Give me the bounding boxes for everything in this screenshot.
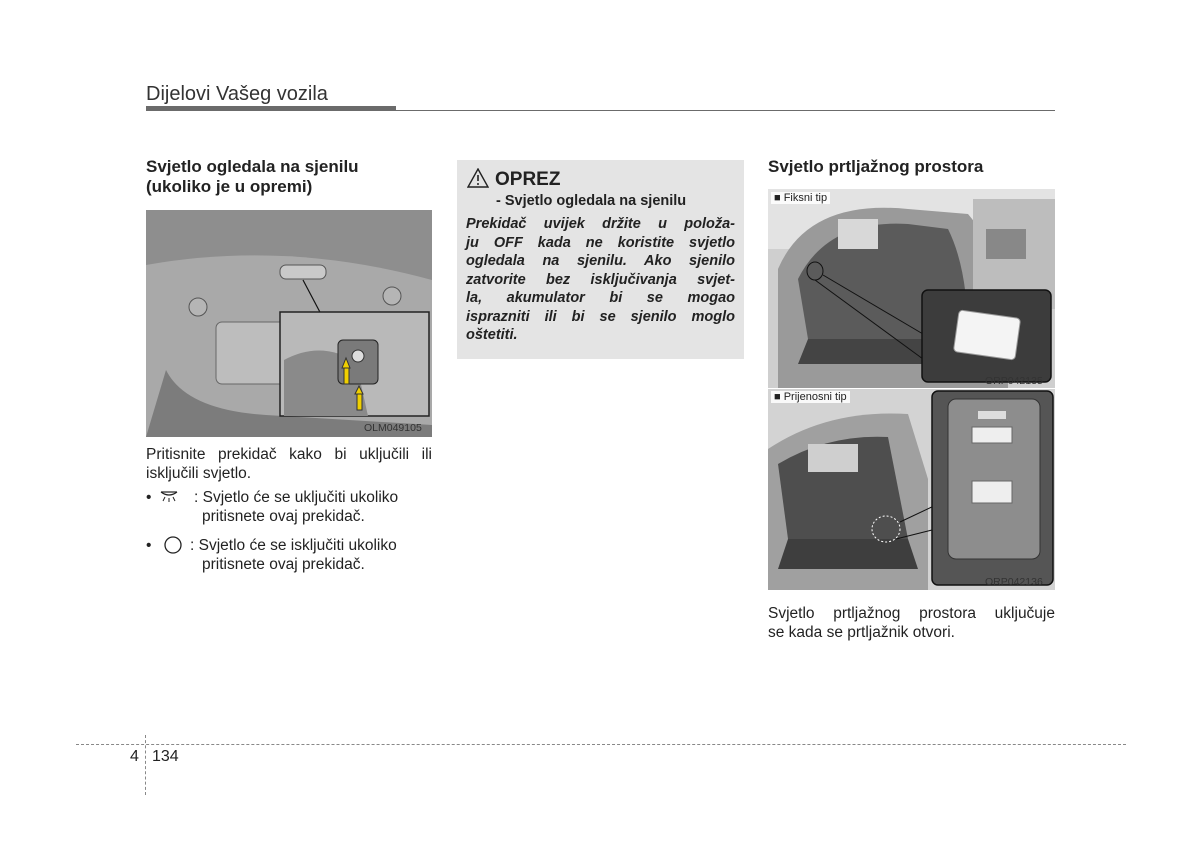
vanity-mirror-figure: [146, 210, 432, 437]
luggage-fixed-figure: [768, 189, 1055, 388]
caution-heading-row: [467, 168, 560, 194]
bullet-list: [146, 488, 436, 574]
bullet-dot: •: [146, 489, 152, 506]
luggage-description: [768, 604, 1055, 642]
caution-line: isprazniti ili bi se sjenilo moglo: [466, 308, 735, 325]
paragraph-line: Pritisnite prekidač kako bi uključili ili: [146, 446, 432, 463]
caution-line: zatvorite bez isključivanja svjet-: [466, 271, 735, 288]
page-header-title: Dijelovi Vašeg vozila: [146, 83, 328, 105]
figure-code: OLM049105: [364, 422, 422, 434]
bullet-on: [146, 488, 436, 526]
luggage-portable-illustration: [768, 389, 1055, 590]
figure-tag: ■ Fiksni tip: [771, 192, 830, 204]
caution-subheading: - Svjetlo ogledala na sjenilu: [496, 193, 687, 209]
caution-line: Prekidač uvijek držite u položa-: [466, 216, 735, 232]
bullet-dot: •: [146, 537, 152, 554]
caution-line: la, akumulator bi se mogao: [466, 290, 735, 306]
caution-line: oštetiti.: [466, 327, 518, 343]
bullet-off: [146, 536, 436, 574]
section-title-line1: Svjetlo ogledala na sjenilu: [146, 157, 359, 176]
header-rule: [146, 110, 1055, 111]
caution-box: [457, 160, 744, 359]
section-vanity-light: [146, 157, 436, 197]
section-title-luggage: Svjetlo prtljažnog prostora: [768, 157, 984, 176]
figure-code: ORP042136: [985, 576, 1043, 588]
footer-rule: [76, 744, 1126, 745]
light-on-icon: [159, 488, 179, 509]
footer-divider: [145, 735, 146, 795]
bullet-text: pritisnete ovaj prekidač.: [202, 556, 365, 573]
bullet-text: : Svjetlo će se isključiti ukoliko: [190, 537, 397, 554]
paragraph-line: Svjetlo prtljažnog prostora uključuje: [768, 605, 1055, 622]
caution-line: ogledala na sjenilu. Ako sjenilo: [466, 253, 735, 269]
caution-line: ju OFF kada ne koristite svjetlo: [466, 234, 735, 251]
vanity-description: [146, 445, 432, 483]
paragraph-line: isključili svjetlo.: [146, 465, 252, 482]
caution-heading: OPREZ: [495, 169, 561, 190]
bullet-text: : Svjetlo će se uključiti ukoliko: [194, 489, 399, 506]
figure-code: ORP042135: [985, 375, 1043, 387]
paragraph-line: se kada se prtljažnik otvori.: [768, 624, 955, 641]
warning-icon: [467, 168, 489, 194]
caution-body: [466, 215, 735, 345]
figure-tag: ■ Prijenosni tip: [771, 391, 850, 403]
page-number: 134: [152, 748, 179, 765]
chapter-number: 4: [130, 748, 139, 765]
section-title-line2: (ukoliko je u opremi): [146, 177, 313, 196]
light-off-icon: [163, 536, 183, 559]
luggage-portable-figure: [768, 389, 1055, 590]
vanity-mirror-illustration: [146, 210, 432, 437]
luggage-fixed-illustration: [768, 189, 1055, 388]
bullet-text: pritisnete ovaj prekidač.: [202, 508, 365, 525]
